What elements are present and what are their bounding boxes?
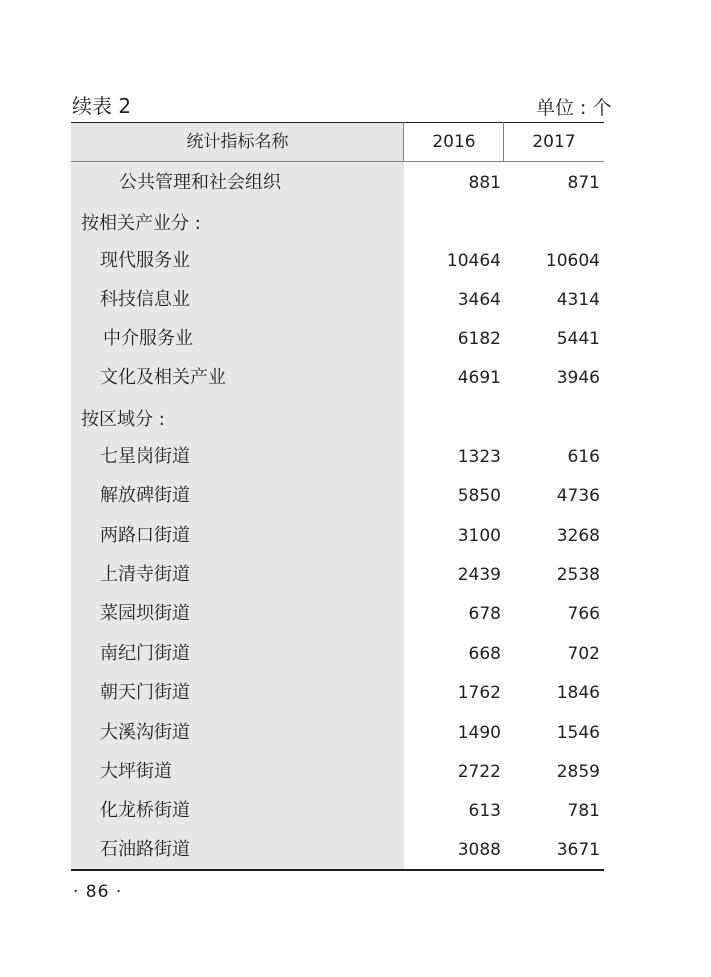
- header-rule: [71, 161, 604, 162]
- table-row: [71, 560, 604, 590]
- row-name: 中介服务业: [103, 328, 193, 349]
- group-name: 按区域分 :: [81, 409, 165, 430]
- group-name: 按相关产业分 :: [81, 213, 201, 234]
- value-2017: 871: [567, 173, 600, 193]
- row-name: 朝天门街道: [100, 682, 190, 703]
- row-name: 两路口街道: [100, 525, 190, 546]
- table-row: [71, 835, 604, 865]
- value-2016: 1490: [457, 723, 501, 743]
- row-name: 现代服务业: [100, 250, 190, 271]
- value-2016: 3088: [457, 840, 501, 860]
- value-2017: 3671: [556, 840, 600, 860]
- row-name: 石油路街道: [100, 839, 190, 860]
- value-2017: 5441: [556, 329, 600, 349]
- value-2016: 2439: [457, 565, 501, 585]
- value-2016: 2722: [457, 762, 501, 782]
- table-row: [71, 285, 604, 315]
- value-2017: 781: [567, 801, 600, 821]
- unit-label: 单位 : 个: [536, 97, 612, 119]
- table-caption: 续表 2: [72, 94, 132, 118]
- table-row: [71, 246, 604, 276]
- row-name: 化龙桥街道: [100, 800, 190, 821]
- table-row: [71, 639, 604, 669]
- value-2016: 3464: [457, 290, 501, 310]
- value-2017: 3946: [556, 368, 600, 388]
- value-2017: 766: [567, 604, 600, 624]
- value-2017: 4736: [556, 486, 600, 506]
- value-2017: 2538: [556, 565, 600, 585]
- row-name: 大溪沟街道: [100, 722, 190, 743]
- row-name: 解放碑街道: [100, 485, 190, 506]
- value-2016: 5850: [457, 486, 501, 506]
- header-year-2016: 2016: [432, 132, 476, 152]
- row-name: 公共管理和社会组织: [119, 172, 281, 193]
- value-2016: 3100: [457, 526, 501, 546]
- value-2016: 6182: [457, 329, 501, 349]
- row-name: 菜园坝街道: [100, 603, 190, 624]
- value-2016: 668: [468, 644, 501, 664]
- value-2017: 10604: [545, 251, 600, 271]
- table-row: [71, 796, 604, 826]
- value-2017: 616: [567, 447, 600, 467]
- table-row: [71, 757, 604, 787]
- table-group-row: [71, 209, 604, 239]
- table-row: [71, 599, 604, 629]
- table-row: [71, 324, 604, 354]
- table-row: [71, 718, 604, 748]
- value-2017: 1546: [556, 723, 600, 743]
- value-2017: 2859: [556, 762, 600, 782]
- value-2016: 613: [468, 801, 501, 821]
- row-name: 南纪门街道: [100, 643, 190, 664]
- row-name: 科技信息业: [100, 289, 190, 310]
- page-number: · 86 ·: [73, 882, 123, 902]
- table-row: [71, 442, 604, 472]
- table-row: [71, 521, 604, 551]
- row-name: 大坪街道: [100, 761, 172, 782]
- table-row: [71, 363, 604, 393]
- header-indicator-name: 统计指标名称: [186, 132, 289, 152]
- value-2017: 1846: [556, 683, 600, 703]
- table-row: [71, 481, 604, 511]
- row-name: 七星岗街道: [100, 446, 190, 467]
- header-year-2017: 2017: [532, 132, 576, 152]
- value-2016: 10464: [446, 251, 501, 271]
- value-2017: 4314: [556, 290, 600, 310]
- value-2016: 1762: [457, 683, 501, 703]
- row-name: 文化及相关产业: [100, 367, 226, 388]
- value-2016: 678: [468, 604, 501, 624]
- table-row: [71, 168, 604, 198]
- statistics-table: [71, 122, 604, 871]
- table-row: [71, 678, 604, 708]
- value-2016: 881: [468, 173, 501, 193]
- row-name: 上清寺街道: [100, 564, 190, 585]
- value-2017: 3268: [556, 526, 600, 546]
- value-2017: 702: [567, 644, 600, 664]
- value-2016: 4691: [457, 368, 501, 388]
- table-bottom-rule: [71, 869, 604, 871]
- table-group-row: [71, 405, 604, 435]
- value-2016: 1323: [457, 447, 501, 467]
